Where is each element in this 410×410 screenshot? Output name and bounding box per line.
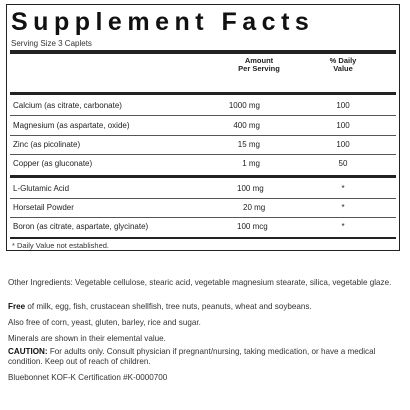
serving-size: Serving Size 3 Caplets bbox=[11, 39, 92, 48]
also-free-statement: Also free of corn, yeast, gluten, barley, rice and sugar. bbox=[8, 318, 201, 327]
other-ingredients: Other Ingredients: Vegetable cellulose, stearic acid, vegetable magnesium stearate, silica, vegetable glaze. bbox=[8, 278, 392, 287]
allergen-statement: Free of milk, egg, fish, crustacean shellfish, tree nuts, peanuts, wheat and soybeans. bbox=[8, 302, 312, 311]
panel-title: Supplement Facts bbox=[11, 8, 315, 36]
nutrient-row: Calcium (as citrate, carbonate) 1000 mg 100 bbox=[13, 101, 350, 110]
other-nutrient-row: Boron (as citrate, aspartate, glycinate) 100 mcg * bbox=[13, 222, 345, 231]
certification: Bluebonnet KOF-K Certification #K-0000700 bbox=[8, 373, 168, 382]
header-rule bbox=[10, 50, 396, 54]
nutrient-row: Magnesium (as aspartate, oxide) 400 mg 100 bbox=[13, 121, 350, 130]
nutrient-row: Copper (as gluconate) 1 mg 50 bbox=[13, 159, 348, 168]
footnote-rule bbox=[10, 237, 396, 239]
other-nutrient-row: L-Glutamic Acid 100 mg * bbox=[13, 184, 345, 193]
nutrient-row: Zinc (as picolinate) 15 mg 100 bbox=[13, 140, 350, 149]
daily-value-footnote: * Daily Value not established. bbox=[12, 241, 110, 250]
supplement-facts-panel bbox=[6, 4, 400, 251]
daily-value-header: % Daily Value bbox=[329, 56, 357, 73]
caution-statement: CAUTION: For adults only. Consult physician if pregnant/nursing, taking medication, or have a medical condition. Keep out of reach of children. bbox=[8, 347, 376, 366]
section-rule bbox=[10, 175, 396, 178]
other-nutrient-row: Horsetail Powder 20 mg * bbox=[13, 203, 345, 212]
column-header-rule bbox=[10, 92, 396, 95]
amount-header: Amount Per Serving bbox=[238, 56, 280, 73]
minerals-note: Minerals are shown in their elemental value. bbox=[8, 334, 166, 343]
